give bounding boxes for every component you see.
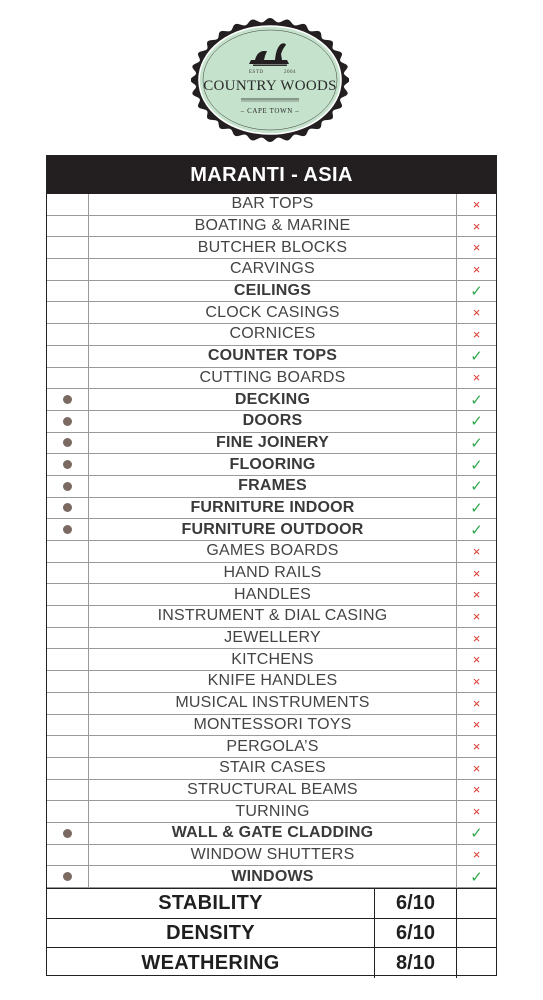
suitability-cell: [456, 823, 496, 844]
use-name: WINDOW SHUTTERS: [190, 845, 355, 863]
suitability-cell: [456, 194, 496, 215]
recommended-dot-icon: [63, 438, 72, 447]
use-row: [47, 693, 496, 715]
check-icon: ✓: [470, 434, 483, 452]
use-row: [47, 281, 496, 303]
use-name: FURNITURE OUTDOOR: [181, 520, 364, 538]
use-row: [47, 628, 496, 650]
use-row: [47, 411, 496, 433]
recommended-cell: [47, 411, 89, 432]
suitability-cell: [456, 476, 496, 497]
use-name: FRAMES: [238, 477, 307, 495]
recommended-cell: [47, 237, 89, 258]
use-name: MUSICAL INSTRUMENTS: [175, 694, 370, 712]
recommended-cell: [47, 194, 89, 215]
suitability-cell: [456, 801, 496, 822]
check-icon: ✓: [470, 456, 483, 474]
recommended-cell: [47, 845, 89, 866]
recommended-cell: [47, 584, 89, 605]
use-row: [47, 584, 496, 606]
suitability-cell: [456, 302, 496, 323]
check-icon: ✓: [470, 478, 483, 496]
suitability-cell: [456, 259, 496, 280]
use-row: [47, 324, 496, 346]
recommended-cell: [47, 433, 89, 454]
use-row: [47, 563, 496, 585]
recommended-cell: [47, 281, 89, 302]
use-row: [47, 433, 496, 455]
cross-icon: ×: [472, 543, 481, 559]
country-woods-logo: [191, 18, 349, 142]
suitability-cell: [456, 866, 496, 887]
cross-icon: ×: [472, 240, 481, 256]
use-name: CORNICES: [229, 325, 316, 343]
cross-icon: ×: [472, 196, 481, 212]
rating-value: 6/10: [375, 919, 457, 948]
cross-icon: ×: [472, 695, 481, 711]
use-name: HAND RAILS: [223, 564, 322, 582]
recommended-cell: [47, 216, 89, 237]
rating-value: 8/10: [375, 948, 457, 978]
logo-location: – CAPE TOWN –: [240, 107, 300, 115]
wood-title: MARANTI - ASIA: [190, 163, 353, 186]
rating-value: 6/10: [375, 889, 457, 918]
use-name: FLOORING: [229, 455, 316, 473]
use-name: GAMES BOARDS: [206, 542, 339, 560]
use-name: DECKING: [234, 390, 311, 408]
recommended-dot-icon: [63, 525, 72, 534]
use-name: TURNING: [235, 802, 310, 820]
use-name: JEWELLERY: [224, 629, 321, 647]
use-row: [47, 259, 496, 281]
ratings-table: [47, 888, 496, 978]
use-row: [47, 736, 496, 758]
check-icon: ✓: [470, 499, 483, 517]
use-row: [47, 368, 496, 390]
suitability-cell: [456, 736, 496, 757]
use-name: COUNTER TOPS: [207, 347, 338, 365]
recommended-cell: [47, 671, 89, 692]
use-row: [47, 671, 496, 693]
recommended-cell: [47, 476, 89, 497]
use-name: FINE JOINERY: [216, 433, 329, 451]
suitability-cell: [456, 563, 496, 584]
use-name: BUTCHER BLOCKS: [197, 238, 348, 256]
logo-estd-label: ESTD: [249, 70, 264, 75]
cross-icon: ×: [472, 261, 481, 277]
check-icon: ✓: [470, 521, 483, 539]
recommended-cell: [47, 563, 89, 584]
use-row: [47, 389, 496, 411]
use-row: [47, 845, 496, 867]
use-name: CARVINGS: [230, 260, 315, 278]
recommended-dot-icon: [63, 872, 72, 881]
suitability-cell: [456, 584, 496, 605]
recommended-dot-icon: [63, 829, 72, 838]
use-row: [47, 866, 496, 888]
check-icon: ✓: [470, 868, 483, 886]
uses-table: [47, 194, 496, 888]
suitability-cell: [456, 758, 496, 779]
check-icon: ✓: [470, 283, 483, 301]
recommended-cell: [47, 628, 89, 649]
use-name: STAIR CASES: [219, 759, 326, 777]
suitability-cell: [456, 628, 496, 649]
rating-label: STABILITY: [47, 889, 375, 918]
cross-icon: ×: [472, 565, 481, 581]
use-row: [47, 649, 496, 671]
recommended-cell: [47, 498, 89, 519]
use-name: WALL & GATE CLADDING: [171, 824, 374, 842]
use-row: [47, 216, 496, 238]
suitability-cell: [456, 389, 496, 410]
recommended-cell: [47, 823, 89, 844]
use-name: KNIFE HANDLES: [207, 672, 338, 690]
use-name: CLOCK CASINGS: [205, 303, 340, 321]
recommended-dot-icon: [63, 417, 72, 426]
check-icon: ✓: [470, 413, 483, 431]
recommended-cell: [47, 389, 89, 410]
recommended-cell: [47, 649, 89, 670]
use-row: [47, 823, 496, 845]
suitability-cell: [456, 454, 496, 475]
cross-icon: ×: [472, 587, 481, 603]
use-name: WINDOWS: [231, 867, 314, 885]
recommended-cell: [47, 259, 89, 280]
rating-row-stability: [47, 889, 496, 919]
use-row: [47, 541, 496, 563]
use-row: [47, 237, 496, 259]
cross-icon: ×: [472, 847, 481, 863]
rating-row-density: [47, 919, 496, 949]
cross-icon: ×: [472, 739, 481, 755]
use-row: [47, 194, 496, 216]
use-row: [47, 519, 496, 541]
cross-icon: ×: [472, 760, 481, 776]
suitability-cell: [456, 237, 496, 258]
recommended-cell: [47, 324, 89, 345]
cross-icon: ×: [472, 673, 481, 689]
check-icon: ✓: [470, 391, 483, 409]
recommended-cell: [47, 606, 89, 627]
recommended-dot-icon: [63, 460, 72, 469]
suitability-cell: [456, 649, 496, 670]
cross-icon: ×: [472, 218, 481, 234]
use-name: STRUCTURAL BEAMS: [187, 780, 358, 798]
cross-icon: ×: [472, 782, 481, 798]
use-row: [47, 346, 496, 368]
use-row: [47, 801, 496, 823]
recommended-cell: [47, 758, 89, 779]
rating-spacer: [457, 889, 496, 918]
use-row: [47, 454, 496, 476]
suitability-cell: [456, 541, 496, 562]
use-name: BAR TOPS: [231, 195, 314, 213]
use-name: FURNITURE INDOOR: [190, 498, 355, 516]
rating-row-weathering: [47, 948, 496, 978]
use-row: [47, 476, 496, 498]
use-row: [47, 302, 496, 324]
suitability-cell: [456, 845, 496, 866]
recommended-cell: [47, 715, 89, 736]
use-name: INSTRUMENT & DIAL CASING: [157, 607, 388, 625]
cross-icon: ×: [472, 804, 481, 820]
suitability-cell: [456, 606, 496, 627]
cross-icon: ×: [472, 652, 481, 668]
logo-brand-name: COUNTRY WOODS: [203, 78, 337, 94]
use-name: CEILINGS: [233, 282, 312, 300]
use-name: HANDLES: [234, 585, 311, 603]
suitability-cell: [456, 368, 496, 389]
recommended-cell: [47, 541, 89, 562]
use-row: [47, 780, 496, 802]
use-row: [47, 498, 496, 520]
suitability-cell: [456, 281, 496, 302]
recommended-cell: [47, 693, 89, 714]
cross-icon: ×: [472, 305, 481, 321]
recommended-cell: [47, 302, 89, 323]
cross-icon: ×: [472, 370, 481, 386]
recommended-cell: [47, 454, 89, 475]
recommended-dot-icon: [63, 395, 72, 404]
cross-icon: ×: [472, 630, 481, 646]
rating-spacer: [457, 919, 496, 948]
wood-title-bar: [47, 156, 496, 194]
use-row: [47, 715, 496, 737]
rating-label: WEATHERING: [47, 948, 375, 978]
suitability-cell: [456, 216, 496, 237]
recommended-dot-icon: [63, 482, 72, 491]
cross-icon: ×: [472, 608, 481, 624]
rating-label: DENSITY: [47, 919, 375, 948]
recommended-dot-icon: [63, 503, 72, 512]
suitability-cell: [456, 498, 496, 519]
recommended-cell: [47, 801, 89, 822]
recommended-cell: [47, 780, 89, 801]
suitability-cell: [456, 671, 496, 692]
suitability-cell: [456, 324, 496, 345]
use-name: MONTESSORI TOYS: [193, 715, 352, 733]
suitability-cell: [456, 780, 496, 801]
use-name: CUTTING BOARDS: [199, 368, 346, 386]
recommended-cell: [47, 368, 89, 389]
rating-spacer: [457, 948, 496, 978]
recommended-cell: [47, 866, 89, 887]
suitability-cell: [456, 433, 496, 454]
suitability-cell: [456, 693, 496, 714]
use-name: BOATING & MARINE: [194, 217, 351, 235]
suitability-cell: [456, 346, 496, 367]
wood-uses-sheet: [46, 155, 497, 976]
logo-estd-year: 2004: [284, 70, 296, 75]
suitability-cell: [456, 519, 496, 540]
use-row: [47, 758, 496, 780]
recommended-cell: [47, 736, 89, 757]
check-icon: ✓: [470, 348, 483, 366]
use-name: DOORS: [242, 412, 303, 430]
recommended-cell: [47, 346, 89, 367]
suitability-cell: [456, 715, 496, 736]
use-name: KITCHENS: [231, 650, 314, 668]
use-name: PERGOLA’S: [226, 737, 319, 755]
cross-icon: ×: [472, 326, 481, 342]
use-row: [47, 606, 496, 628]
check-icon: ✓: [470, 825, 483, 843]
suitability-cell: [456, 411, 496, 432]
cross-icon: ×: [472, 717, 481, 733]
recommended-cell: [47, 519, 89, 540]
